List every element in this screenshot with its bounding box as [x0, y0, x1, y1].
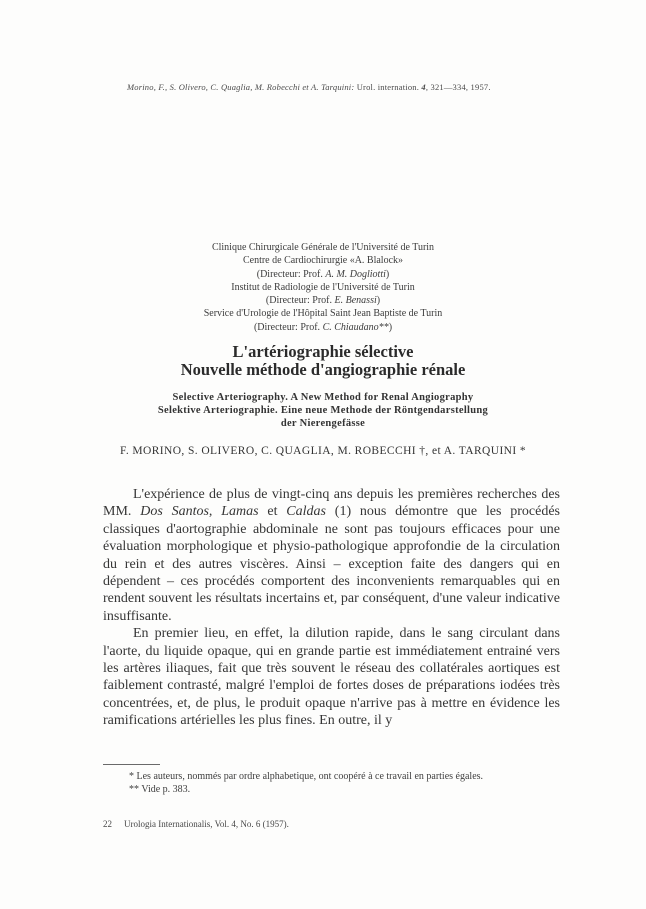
director-label: (Directeur: Prof.	[253, 321, 323, 333]
director-name: E. Benassi	[334, 295, 377, 307]
cited-author: Caldas	[286, 504, 326, 520]
institution-line-3	[0, 268, 646, 281]
institution-line-1: Clinique Chirurgicale Générale de l'Université de Turin	[211, 242, 435, 253]
running-head-volume: 4	[421, 82, 426, 92]
cited-author: Lamas	[221, 504, 259, 520]
director-label: (Directeur: Prof.	[256, 268, 326, 280]
institution-line-6: Service d'Urologie de l'Hôpital Saint Jean Baptiste de Turin	[203, 308, 443, 320]
paragraph-1-text: (1) nous démontre que les procédés classiques d'aortographie abdominale ne sont pas toujours efficaces pour une évaluation morphologique et physio-pathologique approfondie de la circulation du rein et des autres viscères. Ainsi – exception faite des dangers qui en dépendent – ces procédés comportent des inconvenients remarquables qui en rendent souvent les résultats incertains et, par conséquent, d'une valeur indicative insuffisante.	[103, 504, 560, 624]
institution-block	[0, 241, 646, 334]
footnote-divider	[103, 764, 160, 765]
running-head-authors: Morino, F., S. Olivero, C. Quaglia, M. Robecchi et A. Tarquini:	[127, 82, 355, 92]
paragraph-1	[103, 486, 560, 625]
journal-info: Urologia Internationalis, Vol. 4, No. 6 (1957).	[124, 819, 289, 829]
page-footer	[103, 819, 560, 829]
director-label: (Directeur: Prof.	[265, 295, 335, 307]
institution-line-4: Institut de Radiologie de l'Université de Turin	[231, 281, 415, 293]
subtitle-german-line-1: Selektive Arteriographie. Eine neue Methode der Röntgendarstellung	[157, 405, 489, 417]
institution-line-2: Centre de Cardiochirurgie «A. Blalock»	[242, 255, 404, 267]
footnotes	[103, 770, 560, 796]
paragraph-2: En premier lieu, en effet, la dilution rapide, dans le sang circulant dans l'aorte, du liquide opaque, qui en grande partie est immédiatement entrainé vers les artères iliaques, fait que très souvent le réseau des collatérales aortiques est faiblement contrasté, malgré l'emploi de fortes doses de préparations iodées très concentrées, et, de plus, le produit opaque n'arrive pas à mettre en évidence les ramifications artérielles les plus fines. En outre, il y	[103, 626, 560, 729]
footnote-1: * Les auteurs, nommés par ordre alphabetique, ont coopéré à ce travail en parties égales.	[129, 771, 484, 782]
running-head-pages: , 321—334, 1957.	[425, 82, 491, 92]
running-head	[127, 82, 557, 92]
article-title-line-1: L'artériographie sélective	[232, 342, 414, 361]
article-title-line-2: Nouvelle méthode d'angiographie rénale	[180, 360, 466, 379]
paragraph-1-text: L'expérience de plus de vingt-cinq ans depuis les premières recherches des MM.	[103, 487, 560, 520]
running-head-journal: Urol. internation.	[354, 82, 422, 92]
article-subtitle	[0, 391, 646, 431]
cited-author: Dos Santos	[140, 504, 209, 520]
subtitle-english: Selective Arteriography. A New Method for Renal Angiography	[172, 392, 474, 403]
subtitle-german-line-2: der Nierengefässe	[280, 418, 366, 430]
institution-line-7	[0, 321, 646, 334]
paragraph-1-text: et	[258, 504, 287, 520]
director-close: )	[385, 268, 390, 280]
director-close: )	[376, 295, 381, 307]
page-number: 22	[103, 819, 112, 829]
director-close: )	[388, 321, 393, 333]
paragraph-1-text: ,	[208, 504, 222, 520]
article-body	[103, 486, 560, 730]
institution-line-5	[0, 294, 646, 307]
authors-line: F. MORINO, S. OLIVERO, C. QUAGLIA, M. ROBECCHI †, et A. TARQUINI *	[119, 445, 527, 457]
article-title	[0, 343, 646, 379]
director-name: C. Chiaudano**	[322, 321, 389, 333]
director-name: A. M. Dogliotti	[325, 268, 386, 280]
footnote-2: ** Vide p. 383.	[129, 784, 191, 795]
